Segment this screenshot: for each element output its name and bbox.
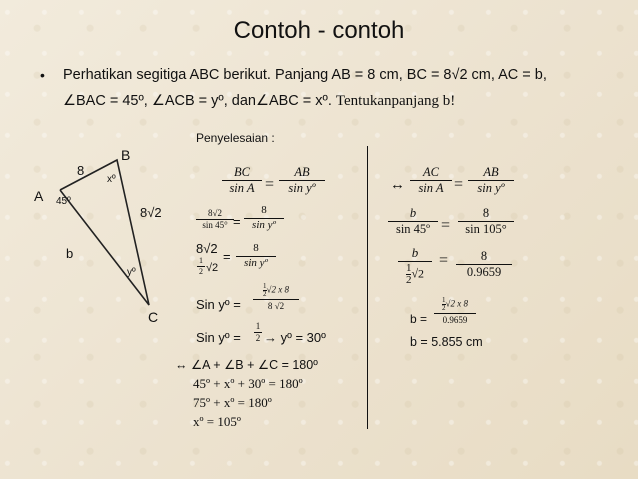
r4-lhs: b = xyxy=(410,312,428,326)
r4-den: 0.9659 xyxy=(442,315,468,325)
step1-rhs xyxy=(279,166,325,195)
problem-line-1: Perhatikan segitiga ABC berikut. Panjang AB = 8 cm, BC = 8√2 cm, AC = b, xyxy=(63,67,547,83)
angle-c-label: yº xyxy=(127,267,136,278)
r1-lhs xyxy=(410,166,452,195)
r1-lhs-num: AC xyxy=(423,165,439,179)
r2-rhs-num: 8 xyxy=(482,206,490,220)
r2-equals: = xyxy=(441,217,451,234)
r4-fraction xyxy=(434,297,476,325)
r3-den-half-den: 2 xyxy=(405,273,412,286)
step4-lhs: Sin yº = xyxy=(196,297,241,312)
r2-rhs xyxy=(458,207,514,236)
r1-rhs-den: sin yº xyxy=(477,181,505,196)
step2-rhs-den: sin yº xyxy=(252,218,276,231)
step5-num: 1 xyxy=(255,321,261,331)
r4-half-den: 2 xyxy=(442,304,446,312)
step3-rhs-den: sin yº xyxy=(244,256,268,269)
step5-lhs: Sin yº = xyxy=(196,330,241,345)
triangle-outline xyxy=(60,160,149,305)
step3-lhs-integer: 8√2 xyxy=(196,241,218,256)
r2-lhs-num: b xyxy=(409,206,417,220)
r3-rhs-den: 0.9659 xyxy=(466,265,502,280)
step1-rhs-num: AB xyxy=(294,165,310,179)
angle-sum-line-2: 45º + xº + 30º = 180º xyxy=(193,376,303,391)
solution-heading: Penyelesaian : xyxy=(196,131,275,145)
vertex-a-label: A xyxy=(34,188,44,204)
step3-half-num: 1 xyxy=(199,256,203,265)
step1-lhs xyxy=(222,166,262,195)
angle-sum-line-1: ↔ ∠A + ∠B + ∠C = 180º xyxy=(175,358,318,372)
angle-b-label: xº xyxy=(107,174,116,185)
angle-sum-line-3-text: 75º + xº = 180º xyxy=(193,395,272,410)
problem-line-2 xyxy=(63,93,455,110)
angle-sum-line-4: xº = 105º xyxy=(193,414,241,429)
side-bc-label: 8√2 xyxy=(140,205,162,220)
step4-num-tail: √2 x 8 xyxy=(266,284,289,295)
problem-line-2-given: ∠BAC = 45º, ∠ACB = yº, dan∠ABC = xº. xyxy=(63,93,332,109)
step4-half-den: 2 xyxy=(263,290,267,298)
side-ab-label: 8 xyxy=(77,163,85,178)
r3-den-tail: √2 xyxy=(411,265,425,280)
step2-equals: = xyxy=(233,214,241,229)
r2-lhs-den: sin 45º xyxy=(395,222,431,237)
side-ac-label: b xyxy=(66,246,74,261)
step4-fraction xyxy=(253,283,299,311)
step1-lhs-num: BC xyxy=(234,165,250,179)
r4-half-num: 1 xyxy=(442,296,446,304)
r3-rhs-num: 8 xyxy=(480,249,488,263)
r3-den-half-num: 1 xyxy=(405,261,412,274)
step3-equals: = xyxy=(223,249,231,264)
r3-rhs xyxy=(456,250,512,279)
step3-lhs-tail: √2 xyxy=(206,262,219,274)
bullet: • xyxy=(40,67,45,83)
step1-rhs-den: sin yº xyxy=(288,181,316,196)
step3-lhs-half xyxy=(197,257,205,277)
solution-divider xyxy=(367,146,368,429)
step5-result: → yº = 30º xyxy=(264,330,326,345)
r3-equals: = xyxy=(439,252,449,269)
vertex-c-label: C xyxy=(148,309,159,325)
r1-arrow: ↔ xyxy=(390,176,405,193)
step3-half-den: 2 xyxy=(199,267,203,277)
step5-fraction xyxy=(254,322,262,344)
step4-half-num: 1 xyxy=(263,282,267,290)
r5-result: b = 5.855 cm xyxy=(410,335,483,349)
step1-equals: = xyxy=(265,176,275,193)
step3-rhs xyxy=(236,243,276,269)
vertex-b-label: B xyxy=(121,147,131,163)
r1-rhs xyxy=(468,166,514,195)
step5-den: 2 xyxy=(255,333,261,344)
step2-rhs xyxy=(244,205,284,231)
r1-lhs-den: sin A xyxy=(418,181,444,196)
step2-rhs-num: 8 xyxy=(261,204,267,216)
problem-line-2-question: Tentukanpanjang b! xyxy=(335,93,456,109)
step4-den: 8 √2 xyxy=(267,301,285,311)
step2-lhs-num: 8√2 xyxy=(208,208,222,218)
step3-rhs-num: 8 xyxy=(253,242,259,254)
r1-equals: = xyxy=(454,176,464,193)
angle-sum-line-3 xyxy=(193,395,341,411)
angle-a-label: 45º xyxy=(56,196,71,207)
page-title: Contoh - contoh xyxy=(233,17,405,44)
r3-lhs xyxy=(398,246,432,286)
r2-rhs-den: sin 105° xyxy=(465,222,507,237)
r2-lhs xyxy=(388,207,438,236)
r4-num-tail: √2 x 8 xyxy=(445,298,468,309)
step1-lhs-den: sin A xyxy=(229,181,255,196)
r3-lhs-num: b xyxy=(411,245,419,260)
r1-rhs-num: AB xyxy=(483,165,499,179)
step2-lhs xyxy=(196,209,234,231)
step2-lhs-den: sin 45° xyxy=(202,220,228,231)
